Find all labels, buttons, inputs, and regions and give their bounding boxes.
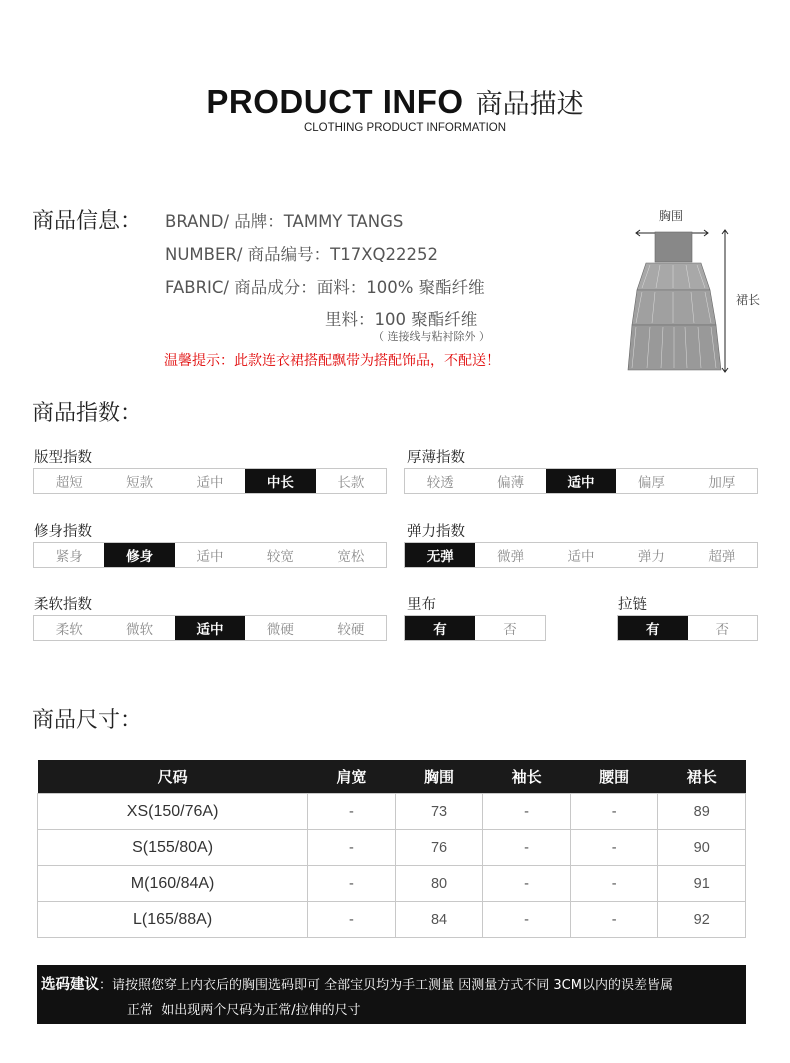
measure-cell: 90 <box>658 830 746 866</box>
index-title-slim: 修身指数 <box>34 524 92 540</box>
index-scale-lining <box>404 615 546 641</box>
brand-line: BRAND/ 品牌：TAMMY TANGS <box>165 212 404 231</box>
measure-cell: - <box>483 902 571 938</box>
index-option-selected: 有 <box>618 616 688 640</box>
size-header-cell: 肩宽 <box>308 760 396 794</box>
indices-section-title: 商品指数： <box>32 401 143 426</box>
measure-cell: - <box>308 866 396 902</box>
index-option: 适中 <box>196 475 224 491</box>
measure-cell: - <box>308 794 396 830</box>
index-option: 紧身 <box>55 549 83 565</box>
number-line: NUMBER/ 商品编号：T17XQ22252 <box>165 245 439 264</box>
index-option-selected: 有 <box>405 616 475 640</box>
index-title-softness: 柔软指数 <box>34 597 92 613</box>
index-option: 弹力 <box>637 549 665 565</box>
title-en: PRODUCT INFO <box>206 83 464 120</box>
index-scale-zipper <box>617 615 758 641</box>
measure-cell: - <box>570 902 658 938</box>
measure-cell: 89 <box>658 794 746 830</box>
index-option: 适中 <box>196 549 224 565</box>
index-option: 短款 <box>126 475 154 491</box>
page-title <box>0 82 790 121</box>
table-row <box>38 794 746 830</box>
advice-line1: ：请按照您穿上内衣后的胸围选码即可 全部宝贝均为手工测量 因测量方式不同 3CM以内的误差皆属 <box>99 978 673 993</box>
info-section-title: 商品信息： <box>32 209 143 234</box>
size-table <box>37 760 746 938</box>
page-subtitle: CLOTHING PRODUCT INFORMATION <box>303 122 507 134</box>
size-cell: M(160/84A) <box>38 866 308 902</box>
size-header-cell: 袖长 <box>483 760 571 794</box>
measure-cell: - <box>308 902 396 938</box>
measure-cell: 91 <box>658 866 746 902</box>
index-option-selected: 修身 <box>104 543 174 567</box>
index-option-selected: 适中 <box>175 616 245 640</box>
measure-cell: - <box>570 866 658 902</box>
measure-cell: - <box>570 794 658 830</box>
measure-cell: - <box>483 866 571 902</box>
size-header-cell: 腰围 <box>570 760 658 794</box>
lining-line: 里料：100 聚酯纤维 <box>325 310 478 329</box>
index-option: 宽松 <box>337 549 365 565</box>
index-option: 微软 <box>126 622 154 638</box>
table-row <box>38 866 746 902</box>
size-table-header <box>38 760 746 794</box>
index-title-fit-length: 版型指数 <box>34 450 92 466</box>
size-header-cell: 胸围 <box>395 760 483 794</box>
index-option: 偏厚 <box>637 475 665 491</box>
size-cell: XS(150/76A) <box>38 794 308 830</box>
lining-note: （ 连接线与粘衬除外 ） <box>373 330 490 343</box>
fabric-line: FABRIC/ 商品成分：面料：100% 聚酯纤维 <box>165 278 485 297</box>
index-scale-thickness <box>404 468 758 494</box>
size-cell: S(155/80A) <box>38 830 308 866</box>
index-option: 长款 <box>337 475 365 491</box>
index-option: 加厚 <box>708 475 736 491</box>
advice-line2: 正常 如出现两个尺码为正常/拉伸的尺寸 <box>127 1003 361 1018</box>
index-title-elasticity: 弹力指数 <box>407 524 465 540</box>
index-option-selected: 中长 <box>245 469 315 493</box>
sizes-section-title: 商品尺寸： <box>32 708 143 733</box>
index-option: 超短 <box>55 475 83 491</box>
advice-label: 选码建议 <box>41 977 99 993</box>
index-scale-fit-length <box>33 468 387 494</box>
measure-cell: - <box>570 830 658 866</box>
warning-text: 温馨提示：此款连衣裙搭配飘带为搭配饰品，不配送！ <box>164 353 500 369</box>
index-option: 超弹 <box>708 549 736 565</box>
index-title-zipper: 拉链 <box>618 597 647 613</box>
index-option: 较透 <box>426 475 454 491</box>
skirt-illustration <box>628 232 721 370</box>
size-table-body <box>38 794 746 938</box>
measure-cell: 73 <box>395 794 483 830</box>
measure-cell: - <box>483 794 571 830</box>
index-option: 柔软 <box>55 622 83 638</box>
index-title-lining: 里布 <box>407 597 436 613</box>
skirt-diagram <box>620 220 735 380</box>
measure-cell: - <box>308 830 396 866</box>
index-scale-elasticity <box>404 542 758 568</box>
index-option: 否 <box>715 622 729 638</box>
index-scale-softness <box>33 615 387 641</box>
table-row <box>38 902 746 938</box>
size-header-cell: 裙长 <box>658 760 746 794</box>
size-header-cell: 尺码 <box>38 760 308 794</box>
index-option: 否 <box>503 622 517 638</box>
index-option: 微硬 <box>266 622 294 638</box>
index-option-selected: 无弹 <box>405 543 475 567</box>
chest-label: 胸围 <box>659 209 684 223</box>
size-cell: L(165/88A) <box>38 902 308 938</box>
index-option: 偏薄 <box>497 475 525 491</box>
index-option: 较硬 <box>337 622 365 638</box>
table-row <box>38 830 746 866</box>
size-advice <box>37 965 746 1024</box>
measure-cell: 80 <box>395 866 483 902</box>
measure-cell: - <box>483 830 571 866</box>
measure-cell: 76 <box>395 830 483 866</box>
length-label: 裙长 <box>736 293 761 307</box>
index-title-thickness: 厚薄指数 <box>407 450 465 466</box>
index-option: 微弹 <box>497 549 525 565</box>
index-option-selected: 适中 <box>546 469 616 493</box>
length-arrow <box>722 230 728 372</box>
title-cn: 商品描述 <box>475 89 584 120</box>
index-option: 较宽 <box>266 549 294 565</box>
index-option: 适中 <box>567 549 595 565</box>
index-scale-slim <box>33 542 387 568</box>
measure-cell: 84 <box>395 902 483 938</box>
measure-cell: 92 <box>658 902 746 938</box>
